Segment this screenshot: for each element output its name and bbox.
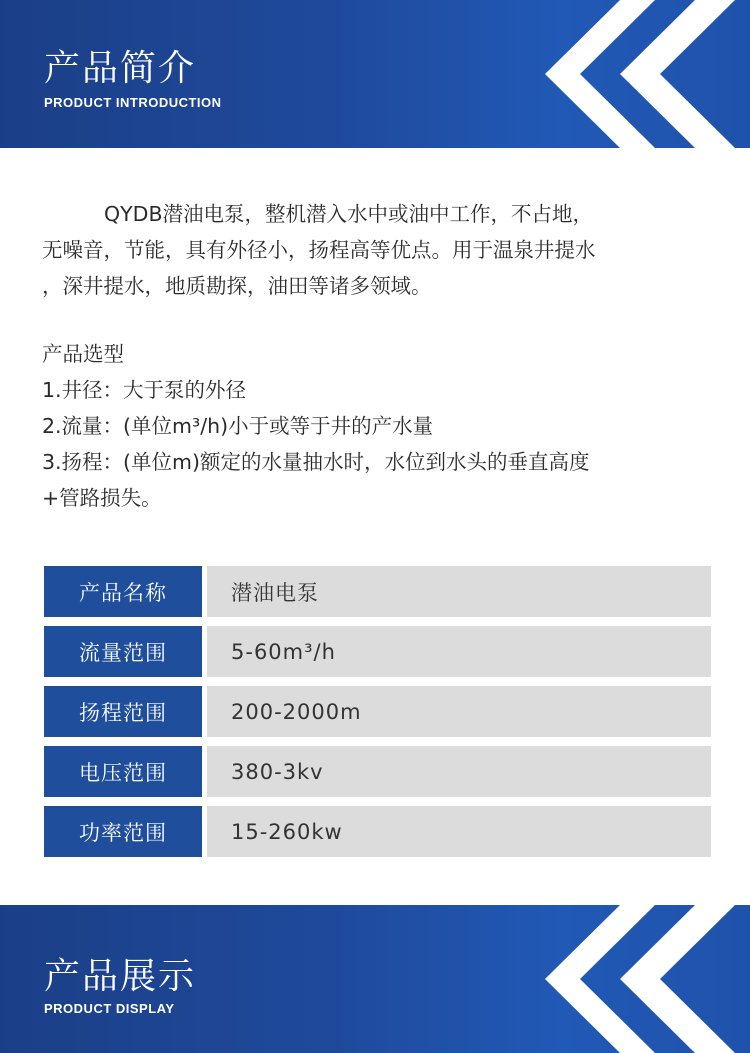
intro-line-1: QYDB潜油电泵，整机潜入水中或油中工作，不占地， bbox=[104, 202, 594, 226]
intro-title: 产品简介 bbox=[44, 48, 197, 89]
selection-item: 3.扬程：(单位m)额定的水量抽水时，水位到水头的垂直高度 bbox=[42, 450, 590, 474]
spec-row-head bbox=[44, 686, 711, 737]
intro-subtitle: PRODUCT INTRODUCTION bbox=[44, 95, 222, 110]
intro-banner bbox=[0, 0, 750, 148]
spec-row-power bbox=[44, 806, 711, 857]
selection-item: +管路损失。 bbox=[42, 486, 162, 510]
selection-item: 2.流量：(单位m³/h)小于或等于井的产水量 bbox=[42, 414, 434, 438]
chevron-decoration-icon bbox=[520, 0, 750, 148]
spec-row-voltage bbox=[44, 746, 711, 797]
intro-paragraph bbox=[42, 196, 732, 304]
selection-heading: 产品选型 bbox=[42, 342, 124, 366]
spec-row-flow bbox=[44, 626, 711, 677]
spec-table bbox=[44, 566, 711, 866]
product-selection bbox=[42, 336, 732, 516]
spec-value: 380-3kv bbox=[207, 746, 711, 797]
spec-label: 扬程范围 bbox=[44, 686, 202, 737]
chevron-decoration-icon bbox=[520, 905, 750, 1053]
display-banner bbox=[0, 905, 750, 1053]
spec-value: 200-2000m bbox=[207, 686, 711, 737]
spec-label: 产品名称 bbox=[44, 566, 202, 617]
intro-line-3: ，深井提水，地质勘探，油田等诸多领域。 bbox=[42, 274, 432, 298]
intro-line-2: 无噪音，节能，具有外径小，扬程高等优点。用于温泉井提水 bbox=[42, 238, 596, 262]
spec-label: 功率范围 bbox=[44, 806, 202, 857]
spec-label: 流量范围 bbox=[44, 626, 202, 677]
display-title: 产品展示 bbox=[44, 956, 197, 997]
display-subtitle: PRODUCT DISPLAY bbox=[44, 1001, 175, 1016]
selection-item: 1.井径：大于泵的外径 bbox=[42, 378, 247, 402]
spec-label: 电压范围 bbox=[44, 746, 202, 797]
spec-value: 5-60m³/h bbox=[207, 626, 711, 677]
spec-row-name bbox=[44, 566, 711, 617]
spec-value: 潜油电泵 bbox=[207, 566, 711, 617]
spec-value: 15-260kw bbox=[207, 806, 711, 857]
